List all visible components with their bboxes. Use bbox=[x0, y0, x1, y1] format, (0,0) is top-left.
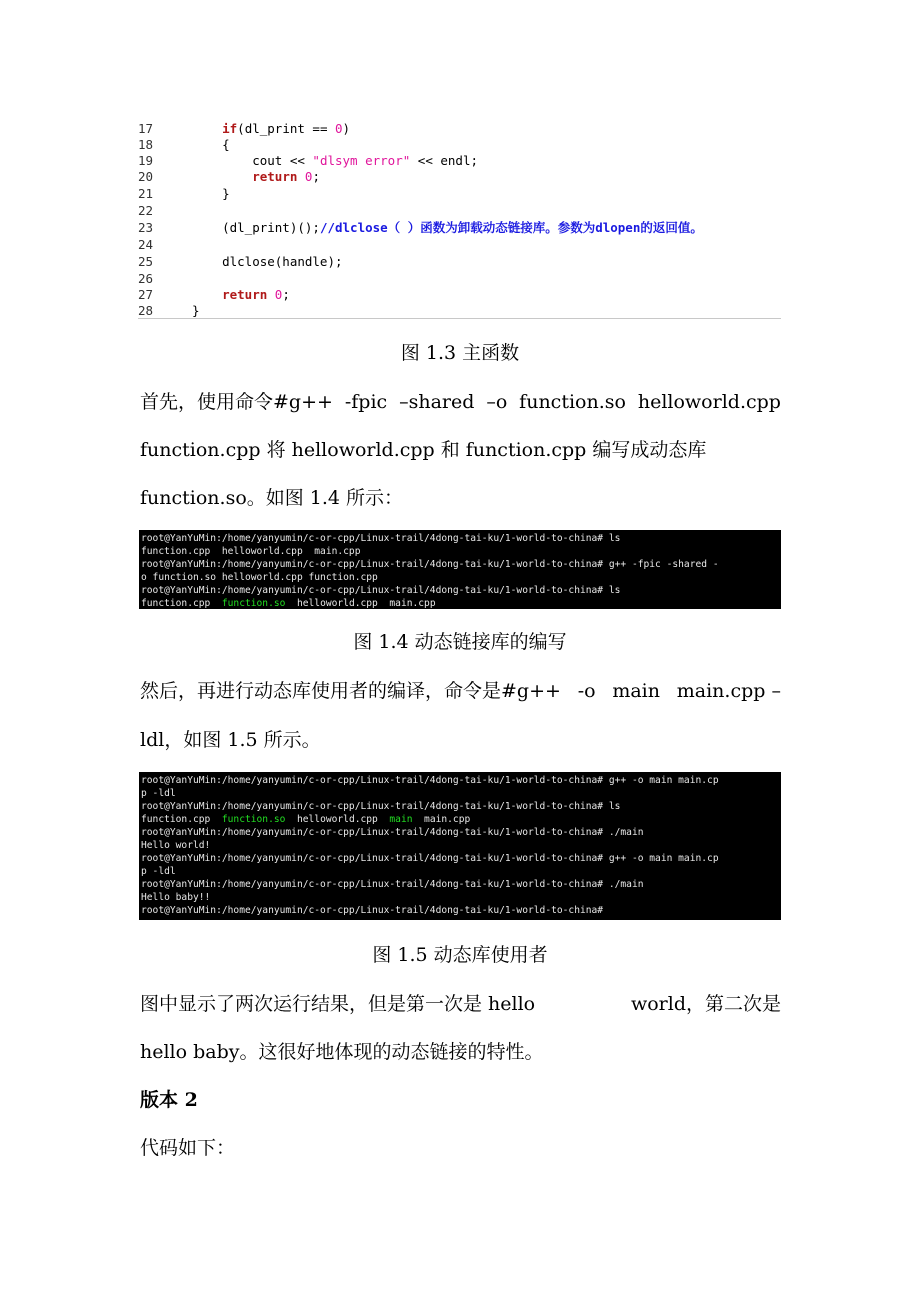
terminal-line bbox=[141, 865, 781, 878]
code-token: (dl_print == bbox=[237, 121, 336, 136]
code-token bbox=[192, 121, 222, 136]
terminal-text: o function.so helloworld.cpp function.cpp bbox=[141, 572, 378, 583]
terminal-text: function.cpp helloworld.cpp main.cpp bbox=[141, 546, 361, 557]
code-token: 0 bbox=[274, 287, 283, 302]
code-line bbox=[138, 169, 320, 185]
terminal-text: main.cpp bbox=[412, 814, 471, 825]
line-number: 22 bbox=[138, 203, 154, 218]
paragraph-1-line-1 bbox=[140, 389, 781, 415]
code-token: 0 bbox=[304, 169, 313, 184]
word: function.so bbox=[519, 391, 626, 413]
code-token bbox=[192, 169, 252, 184]
code-token: return bbox=[252, 169, 298, 184]
terminal-text: root@YanYuMin:/home/yanyumin/c-or-cpp/Linux-trail/4dong-tai-ku/1-world-to-china# bbox=[141, 905, 604, 916]
code-token: << endl; bbox=[410, 153, 478, 168]
paragraph-1-line-3: function.so。如图 1.4 所示： bbox=[140, 487, 404, 509]
line-number: 24 bbox=[138, 237, 154, 252]
terminal-text: p -ldl bbox=[141, 788, 176, 799]
code-token: return bbox=[222, 287, 268, 302]
line-number: 23 bbox=[138, 220, 154, 235]
code-token: ; bbox=[282, 287, 290, 302]
terminal-line bbox=[141, 891, 781, 904]
line-number: 28 bbox=[138, 303, 154, 318]
terminal-line bbox=[141, 904, 781, 917]
paragraph-4: 代码如下： bbox=[140, 1137, 236, 1159]
terminal-line bbox=[141, 813, 781, 826]
code-token: if bbox=[222, 121, 238, 136]
line-number: 19 bbox=[138, 153, 154, 168]
terminal-file-highlight: function.so bbox=[221, 598, 286, 609]
terminal-text: function.cpp bbox=[141, 814, 222, 825]
code-line bbox=[138, 137, 230, 153]
terminal-line bbox=[141, 839, 781, 852]
paragraph-1-line-2: function.cpp 将 helloworld.cpp 和 function.cpp 编写成动态库 bbox=[140, 439, 707, 461]
terminal-text: p -ldl bbox=[141, 866, 176, 877]
code-token bbox=[297, 169, 305, 184]
code-token: dlclose(handle); bbox=[192, 254, 343, 269]
terminal-text: root@YanYuMin:/home/yanyumin/c-or-cpp/Linux-trail/4dong-tai-ku/1-world-to-china# ls bbox=[141, 533, 621, 544]
terminal-text: helloworld.cpp bbox=[285, 814, 390, 825]
line-number: 21 bbox=[138, 186, 154, 201]
terminal-file-highlight: function.so bbox=[221, 814, 286, 825]
terminal-text: helloworld.cpp main.cpp bbox=[285, 598, 436, 609]
terminal-line bbox=[141, 787, 781, 800]
word: -o bbox=[577, 680, 596, 702]
word: helloworld.cpp bbox=[637, 391, 781, 413]
code-token bbox=[192, 287, 222, 302]
paragraph-2-line-2: ldl，如图 1.5 所示。 bbox=[140, 729, 321, 751]
paragraph-3-line-1-right: world，第二次是 bbox=[630, 993, 781, 1015]
paragraph-2-line-1 bbox=[140, 678, 781, 704]
terminal-line bbox=[141, 545, 781, 558]
line-number: 25 bbox=[138, 254, 154, 269]
terminal-text: root@YanYuMin:/home/yanyumin/c-or-cpp/Linux-trail/4dong-tai-ku/1-world-to-china# g++ -o main main.cp bbox=[141, 853, 719, 864]
code-token: cout << bbox=[192, 153, 313, 168]
line-number: 18 bbox=[138, 137, 154, 152]
code-token: ) bbox=[342, 121, 351, 136]
figure-caption-1-5: 图 1.5 动态库使用者 bbox=[372, 944, 548, 966]
word: 首先，使用命令#g++ bbox=[140, 391, 333, 413]
word: main.cpp – bbox=[676, 680, 781, 702]
terminal-text: root@YanYuMin:/home/yanyumin/c-or-cpp/Linux-trail/4dong-tai-ku/1-world-to-china# ./main bbox=[141, 827, 644, 838]
terminal-line bbox=[141, 800, 781, 813]
terminal-text: Hello baby!! bbox=[141, 892, 211, 903]
word: 然后，再进行动态库使用者的编译，命令是#g++ bbox=[140, 680, 561, 702]
terminal-line bbox=[141, 558, 781, 571]
terminal-screenshot-1-5 bbox=[139, 772, 781, 920]
line-number: 26 bbox=[138, 271, 154, 286]
word: -fpic bbox=[344, 391, 388, 413]
terminal-line bbox=[141, 597, 781, 609]
line-number: 17 bbox=[138, 121, 154, 136]
word: –shared bbox=[399, 391, 475, 413]
code-line bbox=[138, 237, 192, 253]
line-number: 20 bbox=[138, 169, 154, 184]
terminal-file-highlight: main bbox=[389, 814, 413, 825]
section-heading-version-2: 版本 2 bbox=[140, 1089, 198, 1111]
figure-caption-1-3: 图 1.3 主函数 bbox=[400, 342, 520, 364]
terminal-line bbox=[141, 852, 781, 865]
code-listing bbox=[138, 118, 781, 319]
terminal-line bbox=[141, 532, 781, 545]
code-token: } bbox=[192, 186, 230, 201]
code-line bbox=[138, 271, 192, 287]
code-line bbox=[138, 287, 290, 303]
code-line bbox=[138, 203, 192, 219]
terminal-line bbox=[141, 878, 781, 891]
terminal-text: root@YanYuMin:/home/yanyumin/c-or-cpp/Linux-trail/4dong-tai-ku/1-world-to-china# ls bbox=[141, 585, 621, 596]
line-number: 27 bbox=[138, 287, 154, 302]
code-line bbox=[138, 254, 343, 270]
code-line bbox=[138, 186, 230, 202]
word: –o bbox=[486, 391, 508, 413]
code-line bbox=[138, 121, 350, 137]
code-line bbox=[138, 220, 703, 236]
terminal-text: root@YanYuMin:/home/yanyumin/c-or-cpp/Linux-trail/4dong-tai-ku/1-world-to-china# ls bbox=[141, 801, 621, 812]
word: main bbox=[612, 680, 660, 702]
code-line bbox=[138, 153, 478, 169]
terminal-text: Hello world! bbox=[141, 840, 211, 851]
paragraph-3-line-1-left: 图中显示了两次运行结果，但是第一次是 hello bbox=[140, 993, 536, 1015]
terminal-text: root@YanYuMin:/home/yanyumin/c-or-cpp/Linux-trail/4dong-tai-ku/1-world-to-china# ./main bbox=[141, 879, 644, 890]
terminal-screenshot-1-4 bbox=[139, 530, 781, 609]
code-token: { bbox=[192, 137, 230, 152]
paragraph-3-line-2: hello baby。这很好地体现的动态链接的特性。 bbox=[140, 1041, 544, 1063]
code-token: ; bbox=[312, 169, 320, 184]
code-token: //dlclose（ ）函数为卸载动态链接库。参数为dlopen的返回值。 bbox=[319, 220, 703, 235]
code-line bbox=[138, 303, 200, 319]
code-token: "dlsym error" bbox=[312, 153, 411, 168]
terminal-line bbox=[141, 584, 781, 597]
figure-caption-1-4: 图 1.4 动态链接库的编写 bbox=[353, 631, 567, 653]
code-token: (dl_print)(); bbox=[192, 220, 320, 235]
code-token: 0 bbox=[335, 121, 343, 136]
code-token: } bbox=[192, 303, 200, 318]
terminal-text: root@YanYuMin:/home/yanyumin/c-or-cpp/Linux-trail/4dong-tai-ku/1-world-to-china# g++ -o main main.cp bbox=[141, 775, 719, 786]
paragraph-3-line-1 bbox=[140, 991, 781, 1017]
terminal-line bbox=[141, 774, 781, 787]
code-token bbox=[267, 287, 275, 302]
terminal-text: function.cpp bbox=[141, 598, 222, 609]
terminal-text: root@YanYuMin:/home/yanyumin/c-or-cpp/Linux-trail/4dong-tai-ku/1-world-to-china# g++ -fpic -shared - bbox=[141, 559, 719, 570]
terminal-line bbox=[141, 826, 781, 839]
terminal-line bbox=[141, 571, 781, 584]
